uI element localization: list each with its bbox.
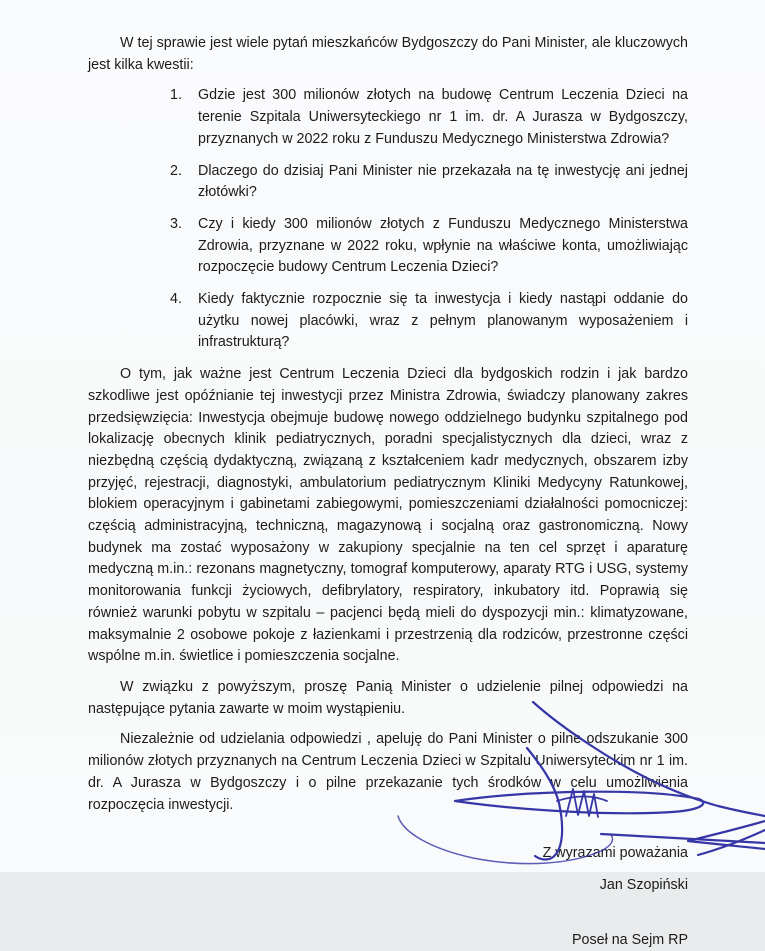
valediction-text: Z wyrazami poważania	[542, 845, 688, 862]
questions-list	[170, 85, 688, 354]
question-text: Dlaczego do dzisiaj Pani Minister nie przekazała na tę inwestycję ani jednej złotówki?	[198, 162, 688, 201]
body-paragraph-request: W związku z powyższym, proszę Panią Minister o udzielenie pilnej odpowiedzi na następujące pytania zawarte w moim wystąpieniu.	[88, 678, 688, 717]
question-text: Gdzie jest 300 milionów złotych na budowę Centrum Leczenia Dzieci na terenie Szpitala Uniwersyteckiego nr 1 im. dr. A Jurasza w Bydgoszczy, przyznanych w 2022 roku z Funduszu Medycznego Ministerstwa Zdrowia?	[198, 87, 688, 147]
question-text: Czy i kiedy 300 milionów złotych z Funduszu Medycznego Ministerstwa Zdrowia, przyznane w 2022 roku, wpłynie na właściwe konta, umożliwiając rozpoczęcie budowy Centrum Leczenia Dzieci?	[198, 215, 688, 276]
question-number: 3.	[170, 215, 182, 232]
body-paragraph-appeal: Niezależnie od udzielania odpowiedzi , apeluję do Pani Minister o pilne odszukanie 300 milionów złotych przyznanych na Centrum Leczenia Dzieci w Szpitalu Uniwersyteckim nr 1 im. dr. A Jurasza w Bydgoszczy i o pilne przekazanie tych środków w celu umożliwienia rozpoczęcia inwestycji.	[88, 731, 688, 813]
signature-stroke	[688, 821, 765, 849]
body-paragraph-scope: O tym, jak ważne jest Centrum Leczenia Dzieci dla bydgoskich rodzin i jak bardzo szkodliwe jest opóźnianie tej inwestycji przez Ministra Zdrowia, świadczy planowany zakres przedsięwzięcia: Inwestycja obejmuje budowę nowego oddzielnego budynku szpitalnego pod lokalizację obecnych klinik pediatrycznych, poradni specjalistycznych dla dzieci, wraz z niezbędną częścią dydaktyczną, związaną z kształceniem kadr medycznych, obszarem izby przyjęć, rejestracji, diagnostyki, ambulatorium pediatrycznym Kliniki Medycyny Ratunkowej, blokiem operacyjnym i gabinetami zabiegowymi, pomieszczeniami działalności pomocniczej: częścią administracyjną, techniczną, magazynową i socjalną oraz gastronomiczną. Nowy budynek ma zostać wyposażony w zakupiony specjalnie na ten cel sprzęt i aparaturę medyczną m.in.: rezonans magnetyczny, tomograf komputerowy, aparaty RTG i USG, systemy monitorowania funkcji życiowych, defibrylatory, respiratory, inkubatory itd. Poprawią się również warunki pobytu w szpitalu – pacjenci będą mieli do dyspozycji min.: klimatyzowane, maksymalnie 2 osobowe pokoje z łazienkami i przestrzenią dla rodziców, przestronne części wspólne m.in. świetlice i pomieszczenia socjalne.	[88, 366, 688, 665]
intro-paragraph: W tej sprawie jest wiele pytań mieszkańców Bydgoszczy do Pani Minister, ale kluczowych jest kilka kwestii:	[88, 35, 688, 73]
signature-block	[88, 843, 688, 951]
signature-stroke	[601, 834, 765, 843]
question-number: 2.	[170, 162, 182, 179]
signer-title: Poseł na Sejm RP	[571, 931, 688, 948]
question-text: Kiedy faktycznie rozpocznie się ta inwestycja i kiedy nastąpi oddanie do użytku nowej placówki, wraz z pełnym planowanym wyposażeniem i infrastrukturą?	[198, 291, 688, 351]
question-number: 4.	[170, 291, 182, 308]
question-number: 1.	[170, 87, 182, 104]
signature-stroke	[698, 830, 765, 855]
question-item-4	[170, 289, 688, 354]
question-item-2	[170, 161, 688, 204]
question-item-3	[170, 214, 688, 279]
signer-name: Jan Szopiński	[599, 876, 688, 893]
question-item-1	[170, 85, 688, 150]
